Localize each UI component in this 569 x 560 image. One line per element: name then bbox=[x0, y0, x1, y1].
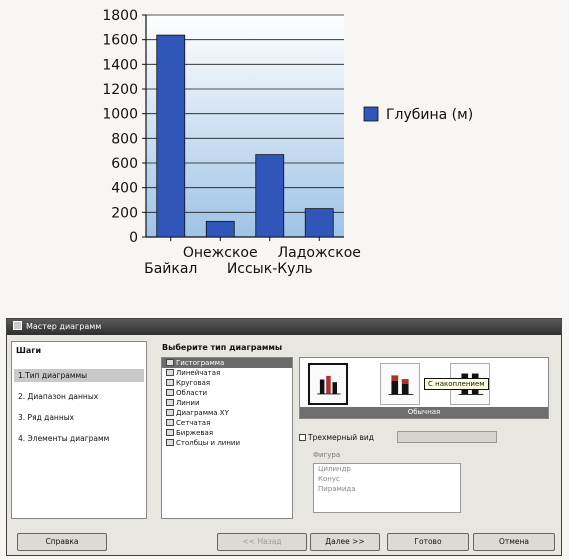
steps-header: Шаги bbox=[16, 346, 42, 355]
legend-swatch bbox=[364, 107, 378, 121]
chart-type-item[interactable] bbox=[162, 428, 292, 438]
dialog-title: Мастер диаграмм bbox=[26, 322, 102, 331]
chart-type-list[interactable] bbox=[161, 357, 293, 519]
bar bbox=[256, 155, 284, 237]
line-chart-icon bbox=[166, 399, 174, 406]
chart-type-label: Сетчатая bbox=[176, 419, 211, 427]
legend-label: Глубина (м) bbox=[386, 107, 474, 123]
window-icon bbox=[13, 321, 22, 330]
x-tick-label: Байкал bbox=[144, 261, 198, 277]
chart-type-item[interactable] bbox=[162, 418, 292, 428]
chart-wizard-dialog bbox=[6, 318, 562, 556]
shape-item[interactable]: Конус bbox=[318, 475, 340, 483]
area-chart-icon bbox=[166, 389, 174, 396]
chart-type-item[interactable] bbox=[162, 438, 292, 448]
y-tick-label: 200 bbox=[111, 205, 138, 222]
column-line-chart-icon bbox=[166, 439, 174, 446]
three-d-checkbox[interactable] bbox=[299, 434, 306, 441]
y-tick-label: 1400 bbox=[102, 57, 138, 74]
chart-type-item[interactable] bbox=[162, 388, 292, 398]
choose-type-label: Выберите тип диаграммы bbox=[162, 343, 283, 352]
y-tick-label: 1000 bbox=[102, 106, 138, 123]
bar-chart-icon bbox=[166, 369, 174, 376]
shape-item[interactable]: Цилиндр bbox=[318, 465, 351, 473]
y-tick-label: 1200 bbox=[102, 82, 138, 98]
shape-item[interactable]: Пирамида bbox=[318, 485, 356, 493]
chart-variants-panel bbox=[299, 357, 549, 419]
chart-type-label: Биржевая bbox=[176, 429, 214, 437]
chart-type-label: Столбцы и линии bbox=[176, 439, 241, 447]
step-chart-elements[interactable]: 4. Элементы диаграмм bbox=[18, 434, 110, 443]
variant-caption: Обычная bbox=[300, 407, 548, 418]
three-d-option[interactable] bbox=[299, 433, 374, 442]
normal-column-icon bbox=[310, 365, 346, 403]
y-tick-label: 600 bbox=[111, 156, 138, 172]
chart-type-item[interactable] bbox=[162, 398, 292, 408]
chart-type-label: Линии bbox=[176, 399, 200, 407]
chart-type-item[interactable] bbox=[162, 358, 292, 368]
y-tick-label: 800 bbox=[111, 131, 138, 148]
help-button[interactable]: Справка bbox=[17, 533, 107, 551]
net-chart-icon bbox=[166, 419, 174, 426]
variant-stacked[interactable] bbox=[380, 363, 420, 405]
chart-type-label: Диаграмма XY bbox=[176, 409, 229, 417]
xy-chart-icon bbox=[166, 409, 174, 416]
chart-type-item[interactable] bbox=[162, 408, 292, 418]
stacked-tooltip: С накоплением bbox=[424, 378, 489, 390]
y-tick-label: 1600 bbox=[102, 32, 138, 49]
finish-button[interactable]: Готово bbox=[387, 533, 469, 551]
x-tick-label: Ладожское bbox=[277, 245, 361, 261]
cancel-button[interactable]: Отмена bbox=[473, 533, 555, 551]
x-tick-label: Онежское bbox=[182, 245, 258, 261]
column-chart-icon bbox=[166, 359, 174, 366]
bar bbox=[305, 209, 333, 237]
three-d-label: Трехмерный вид bbox=[308, 433, 374, 442]
steps-panel bbox=[11, 341, 147, 519]
x-tick-label: Иссык-Куль bbox=[226, 261, 313, 277]
shape-label: Фигура bbox=[313, 451, 341, 459]
variant-normal[interactable] bbox=[308, 363, 348, 405]
bar bbox=[157, 35, 185, 237]
three-d-style-select[interactable] bbox=[397, 431, 497, 443]
chart-type-label: Гистограмма bbox=[176, 359, 225, 367]
stock-chart-icon bbox=[166, 429, 174, 436]
chart-type-item[interactable] bbox=[162, 378, 292, 388]
pie-chart-icon bbox=[166, 379, 174, 386]
chart-type-label: Круговая bbox=[176, 379, 211, 387]
y-tick-label: 400 bbox=[111, 180, 138, 197]
chart-type-item[interactable] bbox=[162, 368, 292, 378]
step-chart-type[interactable]: 1.Тип диаграммы bbox=[14, 369, 144, 382]
step-data-range[interactable]: 2. Диапазон данных bbox=[18, 392, 99, 401]
next-button[interactable]: Далее >> bbox=[310, 533, 380, 551]
chart-type-label: Линейчатая bbox=[176, 369, 221, 377]
dialog-titlebar[interactable] bbox=[7, 319, 561, 335]
shape-list[interactable] bbox=[313, 463, 461, 513]
y-tick-label: 0 bbox=[129, 230, 138, 246]
step-data-series[interactable]: 3. Ряд данных bbox=[18, 413, 75, 422]
stacked-column-icon bbox=[381, 364, 419, 404]
chart-type-label: Области bbox=[176, 389, 208, 397]
back-button[interactable]: << Назад bbox=[217, 533, 307, 551]
y-tick-label: 1800 bbox=[102, 8, 138, 24]
bar bbox=[206, 221, 234, 237]
